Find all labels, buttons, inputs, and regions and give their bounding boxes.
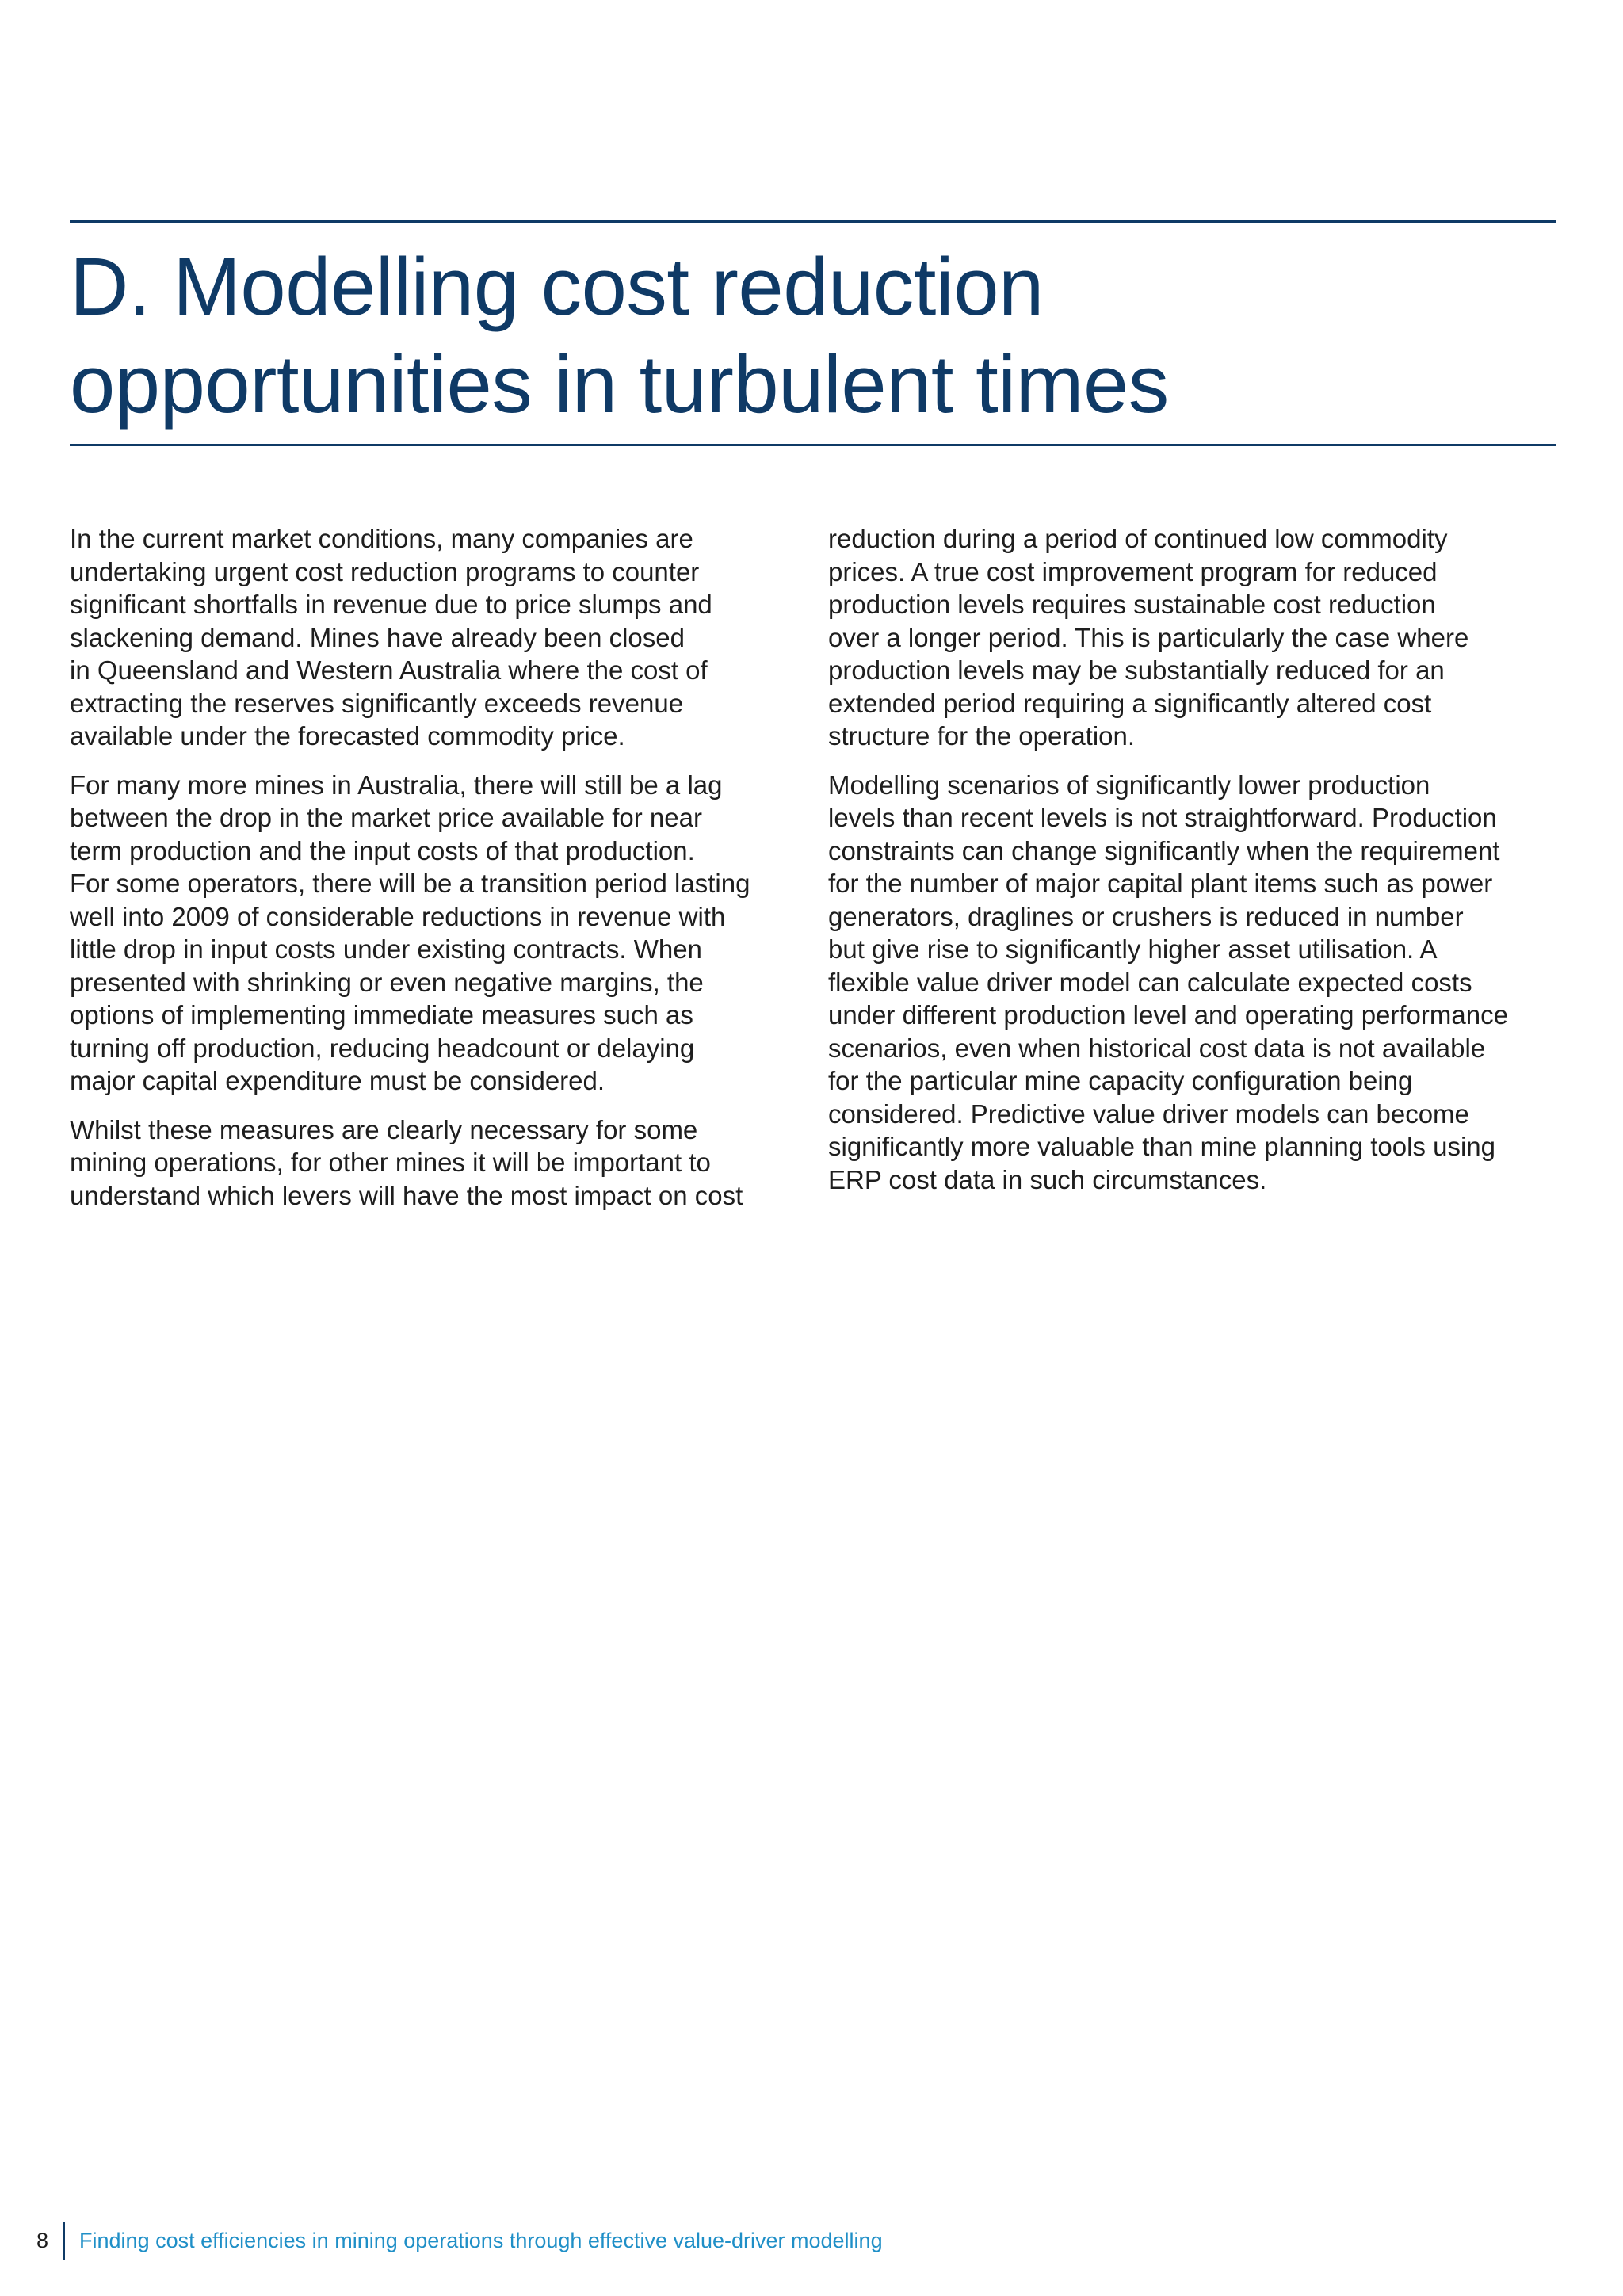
text-line: For many more mines in Australia, there will still be a lag [70,770,723,800]
text-line: Whilst these measures are clearly necessary for some [70,1114,698,1144]
text-line: generators, draglines or crushers is reduced in number [828,901,1464,931]
body-column-right [828,522,1557,1212]
heading-bottom-rule [70,444,1556,446]
text-line: options of implementing immediate measures such as [70,1000,693,1030]
text-line: flexible value driver model can calculate expected costs [828,967,1472,997]
footer-document-title: Finding cost efficiencies in mining operations through effective value-driver modelling [79,2228,883,2252]
page-title-line: D. Modelling cost reduction [70,241,1044,332]
text-line: considered. Predictive value driver models can become [828,1098,1469,1129]
paragraph [828,522,1557,753]
text-line: levels than recent levels is not straightforward. Production [828,803,1497,832]
page-footer [36,2222,883,2260]
text-line: over a longer period. This is particularly the case where [828,622,1469,652]
text-line: significant shortfalls in revenue due to price slumps and [70,590,712,619]
text-line: major capital expenditure must be considered. [70,1066,605,1095]
text-line: In the current market conditions, many companies are [70,524,693,553]
paragraph [70,769,799,1098]
text-line: turning off production, reducing headcount or delaying [70,1033,695,1063]
text-line: structure for the operation. [828,721,1136,751]
text-line: production levels requires sustainable cost reduction [828,590,1436,619]
page-number: 8 [36,2228,49,2252]
text-line: production levels may be substantially reduced for an [828,655,1445,685]
text-line: under different production level and operating performance [828,1000,1508,1030]
text-line: ERP cost data in such circumstances. [828,1164,1267,1194]
text-line: presented with shrinking or even negative margins, the [70,967,704,997]
text-line: reduction during a period of continued low commodity [828,524,1448,553]
text-line: between the drop in the market price available for near [70,803,702,832]
text-line: For some operators, there will be a transition period lasting [70,869,750,898]
text-line: but give rise to significantly higher asset utilisation. A [828,934,1438,964]
page-title-line: opportunities in turbulent times [70,338,1169,430]
footer-divider [63,2222,65,2260]
text-line: extracting the reserves significantly exceeds revenue [70,688,684,718]
text-line: undertaking urgent cost reduction programs to counter [70,556,700,586]
text-line: term production and the input costs of that production. [70,835,695,865]
text-line: Modelling scenarios of significantly lower production [828,770,1430,800]
page-title [70,238,1556,433]
heading-top-rule [70,220,1556,223]
text-line: for the number of major capital plant items such as power [828,869,1493,898]
text-line: in Queensland and Western Australia where the cost of [70,655,708,685]
text-line: significantly more valuable than mine planning tools using [828,1132,1495,1161]
text-line: prices. A true cost improvement program for reduced [828,556,1438,586]
text-line: well into 2009 of considerable reductions in revenue with [70,901,726,931]
text-line: scenarios, even when historical cost data is not available [828,1033,1486,1063]
text-line: understand which levers will have the most impact on cost [70,1180,743,1210]
text-line: slackening demand. Mines have already been closed [70,622,685,652]
text-line: mining operations, for other mines it will be important to [70,1148,711,1177]
text-line: extended period requiring a significantly altered cost [828,688,1432,718]
text-line: for the particular mine capacity configuration being [828,1066,1413,1095]
paragraph [70,1114,799,1213]
paragraph [828,769,1557,1197]
text-line: available under the forecasted commodity price. [70,721,625,751]
text-line: constraints can change significantly when the requirement [828,835,1500,865]
paragraph [70,522,799,753]
body-column-left [70,522,799,1228]
text-line: little drop in input costs under existing contracts. When [70,934,702,964]
